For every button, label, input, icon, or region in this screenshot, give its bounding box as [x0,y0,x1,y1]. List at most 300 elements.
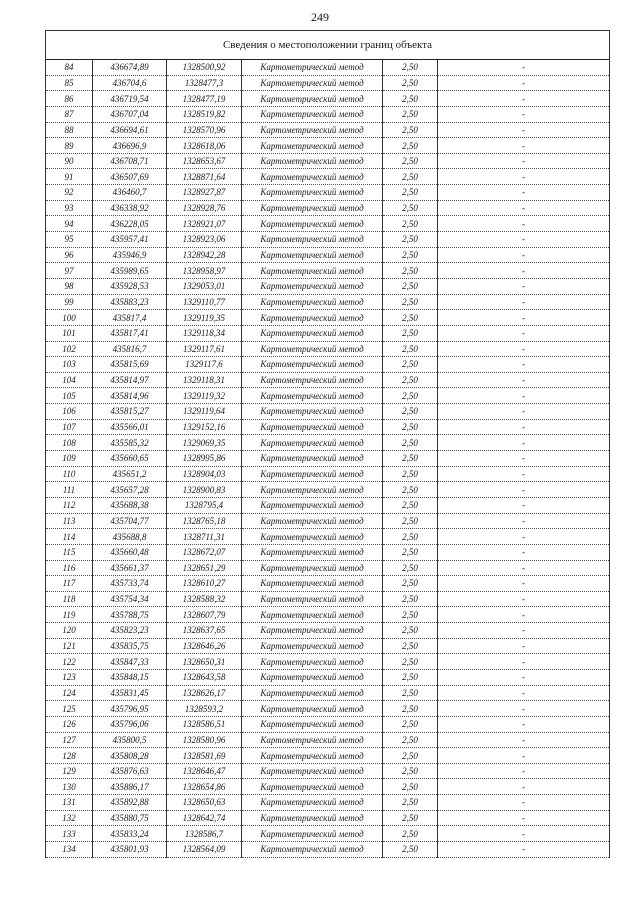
x-coordinate-cell: 436708,71 [93,153,167,169]
accuracy-cell: 2,50 [383,372,438,388]
note-cell: - [438,576,610,592]
method-cell: Картометрический метод [242,185,383,201]
point-number-cell: 124 [46,685,93,701]
table-row [46,763,610,779]
y-coordinate-cell: 1328995,86 [167,451,242,467]
method-cell: Картометрический метод [242,466,383,482]
point-number-cell: 122 [46,654,93,670]
y-coordinate-cell: 1328610,27 [167,576,242,592]
x-coordinate-cell: 435585,32 [93,435,167,451]
point-number-cell: 95 [46,232,93,248]
point-number-cell: 87 [46,106,93,122]
method-cell: Картометрический метод [242,294,383,310]
method-cell: Картометрический метод [242,263,383,279]
x-coordinate-cell: 436707,04 [93,106,167,122]
table-row [46,138,610,154]
note-cell: - [438,310,610,326]
x-coordinate-cell: 435660,48 [93,544,167,560]
y-coordinate-cell: 1328900,83 [167,482,242,498]
note-cell: - [438,544,610,560]
point-number-cell: 93 [46,200,93,216]
x-coordinate-cell: 436694,61 [93,122,167,138]
method-cell: Картометрический метод [242,122,383,138]
note-cell: - [438,779,610,795]
x-coordinate-cell: 435815,27 [93,404,167,420]
accuracy-cell: 2,50 [383,591,438,607]
method-cell: Картометрический метод [242,623,383,639]
accuracy-cell: 2,50 [383,216,438,232]
table-row [46,169,610,185]
y-coordinate-cell: 1329117,61 [167,341,242,357]
note-cell: - [438,591,610,607]
accuracy-cell: 2,50 [383,75,438,91]
accuracy-cell: 2,50 [383,325,438,341]
x-coordinate-cell: 436719,54 [93,91,167,107]
table-row [46,91,610,107]
method-cell: Картометрический метод [242,310,383,326]
x-coordinate-cell: 435880,75 [93,810,167,826]
table-row [46,529,610,545]
x-coordinate-cell: 435815,69 [93,357,167,373]
note-cell: - [438,216,610,232]
accuracy-cell: 2,50 [383,466,438,482]
point-number-cell: 126 [46,716,93,732]
y-coordinate-cell: 1328871,64 [167,169,242,185]
method-cell: Картометрический метод [242,60,383,76]
x-coordinate-cell: 436696,9 [93,138,167,154]
point-number-cell: 90 [46,153,93,169]
x-coordinate-cell: 435886,17 [93,779,167,795]
y-coordinate-cell: 1328904,03 [167,466,242,482]
table-row [46,310,610,326]
note-cell: - [438,716,610,732]
note-cell: - [438,529,610,545]
method-cell: Картометрический метод [242,826,383,842]
accuracy-cell: 2,50 [383,278,438,294]
table-row [46,278,610,294]
table-row [46,669,610,685]
table-row [46,779,610,795]
note-cell: - [438,60,610,76]
method-cell: Картометрический метод [242,435,383,451]
y-coordinate-cell: 1328646,47 [167,763,242,779]
point-number-cell: 91 [46,169,93,185]
x-coordinate-cell: 435796,95 [93,701,167,717]
accuracy-cell: 2,50 [383,435,438,451]
x-coordinate-cell: 435733,74 [93,576,167,592]
x-coordinate-cell: 435657,28 [93,482,167,498]
table-row [46,200,610,216]
accuracy-cell: 2,50 [383,701,438,717]
y-coordinate-cell: 1328586,7 [167,826,242,842]
point-number-cell: 125 [46,701,93,717]
x-coordinate-cell: 435833,24 [93,826,167,842]
point-number-cell: 109 [46,451,93,467]
y-coordinate-cell: 1328921,07 [167,216,242,232]
point-number-cell: 100 [46,310,93,326]
page-number: 249 [311,10,329,24]
note-cell: - [438,654,610,670]
note-cell: - [438,91,610,107]
y-coordinate-cell: 1328477,19 [167,91,242,107]
accuracy-cell: 2,50 [383,138,438,154]
point-number-cell: 88 [46,122,93,138]
note-cell: - [438,685,610,701]
note-cell: - [438,451,610,467]
x-coordinate-cell: 435800,5 [93,732,167,748]
y-coordinate-cell: 1328927,87 [167,185,242,201]
point-number-cell: 101 [46,325,93,341]
y-coordinate-cell: 1329117,6 [167,357,242,373]
accuracy-cell: 2,50 [383,638,438,654]
boundary-coordinates-table [45,30,610,858]
accuracy-cell: 2,50 [383,357,438,373]
x-coordinate-cell: 435814,96 [93,388,167,404]
method-cell: Картометрический метод [242,357,383,373]
note-cell: - [438,153,610,169]
table-row [46,466,610,482]
point-number-cell: 120 [46,623,93,639]
table-row [46,435,610,451]
point-number-cell: 84 [46,60,93,76]
note-cell: - [438,138,610,154]
point-number-cell: 102 [46,341,93,357]
accuracy-cell: 2,50 [383,232,438,248]
table-row [46,748,610,764]
x-coordinate-cell: 435788,75 [93,607,167,623]
note-cell: - [438,466,610,482]
method-cell: Картометрический метод [242,779,383,795]
table-row [46,795,610,811]
accuracy-cell: 2,50 [383,654,438,670]
point-number-cell: 129 [46,763,93,779]
point-number-cell: 114 [46,529,93,545]
accuracy-cell: 2,50 [383,842,438,858]
y-coordinate-cell: 1328519,82 [167,106,242,122]
table-row [46,810,610,826]
y-coordinate-cell: 1328654,86 [167,779,242,795]
table-row [46,685,610,701]
table-row [46,122,610,138]
accuracy-cell: 2,50 [383,419,438,435]
y-coordinate-cell: 1329069,35 [167,435,242,451]
x-coordinate-cell: 435847,33 [93,654,167,670]
method-cell: Картометрический метод [242,795,383,811]
y-coordinate-cell: 1328646,26 [167,638,242,654]
accuracy-cell: 2,50 [383,732,438,748]
point-number-cell: 127 [46,732,93,748]
table-row [46,232,610,248]
x-coordinate-cell: 435823,23 [93,623,167,639]
accuracy-cell: 2,50 [383,451,438,467]
method-cell: Картометрический метод [242,763,383,779]
method-cell: Картометрический метод [242,325,383,341]
note-cell: - [438,263,610,279]
accuracy-cell: 2,50 [383,388,438,404]
x-coordinate-cell: 435816,7 [93,341,167,357]
accuracy-cell: 2,50 [383,763,438,779]
table-row [46,607,610,623]
x-coordinate-cell: 435883,23 [93,294,167,310]
method-cell: Картометрический метод [242,529,383,545]
x-coordinate-cell: 435688,38 [93,497,167,513]
accuracy-cell: 2,50 [383,497,438,513]
x-coordinate-cell: 435848,15 [93,669,167,685]
y-coordinate-cell: 1328643,58 [167,669,242,685]
table-row [46,654,610,670]
point-number-cell: 130 [46,779,93,795]
method-cell: Картометрический метод [242,560,383,576]
point-number-cell: 116 [46,560,93,576]
y-coordinate-cell: 1328923,06 [167,232,242,248]
y-coordinate-cell: 1329119,32 [167,388,242,404]
accuracy-cell: 2,50 [383,685,438,701]
accuracy-cell: 2,50 [383,294,438,310]
y-coordinate-cell: 1328607,79 [167,607,242,623]
note-cell: - [438,826,610,842]
y-coordinate-cell: 1328958,97 [167,263,242,279]
method-cell: Картометрический метод [242,388,383,404]
method-cell: Картометрический метод [242,497,383,513]
note-cell: - [438,419,610,435]
note-cell: - [438,325,610,341]
x-coordinate-cell: 435817,41 [93,325,167,341]
accuracy-cell: 2,50 [383,60,438,76]
table-row [46,216,610,232]
accuracy-cell: 2,50 [383,623,438,639]
y-coordinate-cell: 1328586,51 [167,716,242,732]
accuracy-cell: 2,50 [383,795,438,811]
table-row [46,842,610,858]
note-cell: - [438,497,610,513]
method-cell: Картометрический метод [242,810,383,826]
y-coordinate-cell: 1329118,31 [167,372,242,388]
table-row [46,701,610,717]
accuracy-cell: 2,50 [383,341,438,357]
note-cell: - [438,763,610,779]
x-coordinate-cell: 435989,65 [93,263,167,279]
method-cell: Картометрический метод [242,654,383,670]
method-cell: Картометрический метод [242,716,383,732]
note-cell: - [438,200,610,216]
y-coordinate-cell: 1328588,32 [167,591,242,607]
table-row [46,60,610,76]
accuracy-cell: 2,50 [383,153,438,169]
table-row [46,560,610,576]
y-coordinate-cell: 1328500,92 [167,60,242,76]
x-coordinate-cell: 435704,77 [93,513,167,529]
method-cell: Картометрический метод [242,701,383,717]
point-number-cell: 108 [46,435,93,451]
point-number-cell: 86 [46,91,93,107]
table-row [46,482,610,498]
x-coordinate-cell: 436507,69 [93,169,167,185]
accuracy-cell: 2,50 [383,529,438,545]
note-cell: - [438,247,610,263]
x-coordinate-cell: 435808,28 [93,748,167,764]
note-cell: - [438,810,610,826]
x-coordinate-cell: 435651,2 [93,466,167,482]
method-cell: Картометрический метод [242,372,383,388]
x-coordinate-cell: 435892,88 [93,795,167,811]
table-row [46,404,610,420]
note-cell: - [438,795,610,811]
note-cell: - [438,169,610,185]
table-row [46,325,610,341]
point-number-cell: 113 [46,513,93,529]
method-cell: Картометрический метод [242,451,383,467]
accuracy-cell: 2,50 [383,576,438,592]
method-cell: Картометрический метод [242,544,383,560]
y-coordinate-cell: 1328564,09 [167,842,242,858]
note-cell: - [438,842,610,858]
point-number-cell: 97 [46,263,93,279]
accuracy-cell: 2,50 [383,263,438,279]
note-cell: - [438,607,610,623]
note-cell: - [438,372,610,388]
method-cell: Картометрический метод [242,404,383,420]
y-coordinate-cell: 1328626,17 [167,685,242,701]
note-cell: - [438,294,610,310]
x-coordinate-cell: 435957,41 [93,232,167,248]
point-number-cell: 110 [46,466,93,482]
accuracy-cell: 2,50 [383,185,438,201]
method-cell: Картометрический метод [242,482,383,498]
accuracy-cell: 2,50 [383,169,438,185]
table-row [46,451,610,467]
note-cell: - [438,638,610,654]
point-number-cell: 115 [46,544,93,560]
x-coordinate-cell: 435835,75 [93,638,167,654]
y-coordinate-cell: 1328672,07 [167,544,242,560]
accuracy-cell: 2,50 [383,482,438,498]
table-row [46,153,610,169]
y-coordinate-cell: 1328618,06 [167,138,242,154]
y-coordinate-cell: 1328580,96 [167,732,242,748]
point-number-cell: 133 [46,826,93,842]
note-cell: - [438,185,610,201]
x-coordinate-cell: 435688,8 [93,529,167,545]
y-coordinate-cell: 1329118,34 [167,325,242,341]
x-coordinate-cell: 435946,9 [93,247,167,263]
x-coordinate-cell: 435801,93 [93,842,167,858]
note-cell: - [438,513,610,529]
note-cell: - [438,106,610,122]
accuracy-cell: 2,50 [383,748,438,764]
x-coordinate-cell: 436674,89 [93,60,167,76]
note-cell: - [438,341,610,357]
y-coordinate-cell: 1328642,74 [167,810,242,826]
table-row [46,75,610,91]
y-coordinate-cell: 1328650,63 [167,795,242,811]
x-coordinate-cell: 436338,92 [93,200,167,216]
x-coordinate-cell: 435817,4 [93,310,167,326]
note-cell: - [438,435,610,451]
point-number-cell: 128 [46,748,93,764]
accuracy-cell: 2,50 [383,106,438,122]
table-title-row [46,31,610,60]
table-row [46,716,610,732]
table-row [46,341,610,357]
accuracy-cell: 2,50 [383,200,438,216]
x-coordinate-cell: 435876,63 [93,763,167,779]
x-coordinate-cell: 435814,97 [93,372,167,388]
point-number-cell: 106 [46,404,93,420]
x-coordinate-cell: 436228,05 [93,216,167,232]
note-cell: - [438,388,610,404]
y-coordinate-cell: 1328765,18 [167,513,242,529]
method-cell: Картометрический метод [242,748,383,764]
y-coordinate-cell: 1329119,35 [167,310,242,326]
accuracy-cell: 2,50 [383,669,438,685]
note-cell: - [438,748,610,764]
method-cell: Картометрический метод [242,169,383,185]
y-coordinate-cell: 1329119,64 [167,404,242,420]
point-number-cell: 85 [46,75,93,91]
note-cell: - [438,623,610,639]
table-row [46,263,610,279]
x-coordinate-cell: 435660,65 [93,451,167,467]
table-row [46,357,610,373]
accuracy-cell: 2,50 [383,247,438,263]
table-row [46,185,610,201]
point-number-cell: 112 [46,497,93,513]
table-row [46,372,610,388]
accuracy-cell: 2,50 [383,560,438,576]
method-cell: Картометрический метод [242,278,383,294]
point-number-cell: 134 [46,842,93,858]
point-number-cell: 92 [46,185,93,201]
point-number-cell: 99 [46,294,93,310]
method-cell: Картометрический метод [242,75,383,91]
method-cell: Картометрический метод [242,685,383,701]
y-coordinate-cell: 1328795,4 [167,497,242,513]
method-cell: Картометрический метод [242,341,383,357]
table-row [46,419,610,435]
y-coordinate-cell: 1328581,69 [167,748,242,764]
method-cell: Картометрический метод [242,591,383,607]
note-cell: - [438,75,610,91]
point-number-cell: 111 [46,482,93,498]
y-coordinate-cell: 1328711,31 [167,529,242,545]
accuracy-cell: 2,50 [383,810,438,826]
table-row [46,591,610,607]
table-row [46,106,610,122]
point-number-cell: 117 [46,576,93,592]
accuracy-cell: 2,50 [383,779,438,795]
accuracy-cell: 2,50 [383,607,438,623]
accuracy-cell: 2,50 [383,91,438,107]
table-row [46,247,610,263]
point-number-cell: 103 [46,357,93,373]
note-cell: - [438,669,610,685]
note-cell: - [438,560,610,576]
accuracy-cell: 2,50 [383,826,438,842]
y-coordinate-cell: 1328942,28 [167,247,242,263]
accuracy-cell: 2,50 [383,513,438,529]
point-number-cell: 96 [46,247,93,263]
point-number-cell: 107 [46,419,93,435]
table-title: Сведения о местоположении границ объекта [46,31,610,60]
table-row [46,388,610,404]
table-row [46,826,610,842]
method-cell: Картометрический метод [242,247,383,263]
method-cell: Картометрический метод [242,669,383,685]
x-coordinate-cell: 435796,06 [93,716,167,732]
method-cell: Картометрический метод [242,607,383,623]
point-number-cell: 119 [46,607,93,623]
note-cell: - [438,122,610,138]
